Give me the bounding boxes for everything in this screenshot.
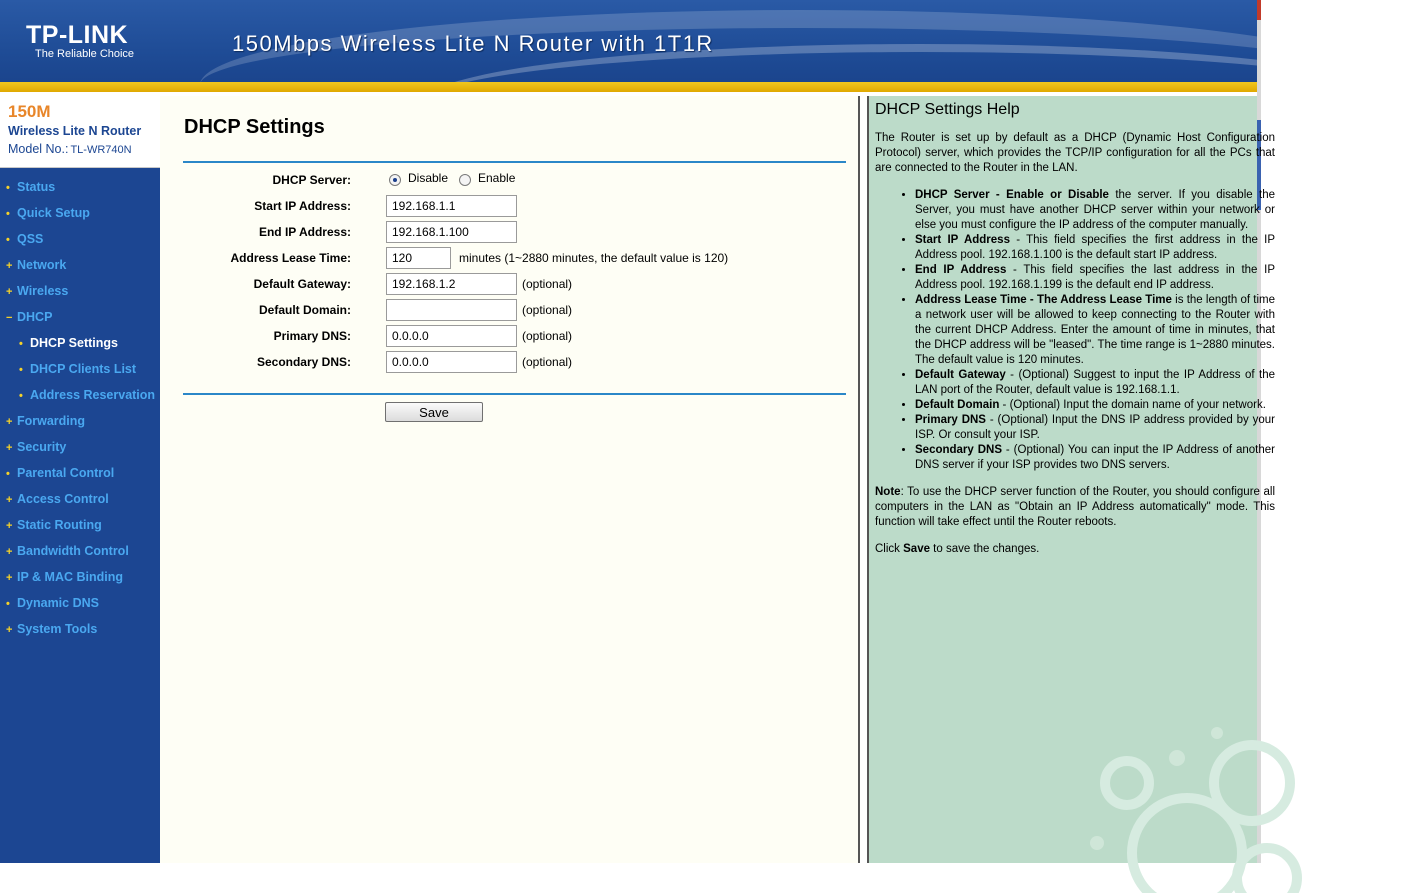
help-content xyxy=(875,102,1275,569)
page-title: DHCP Settings xyxy=(184,116,325,138)
end-ip-row xyxy=(160,221,858,243)
bottom-divider xyxy=(183,393,846,395)
help-text: is the length of time a network user will be allowed to keep connecting to the Router with the current DHCP Address. Enter the amount of time in minutes, that the DHCP address will be "leased". The time range is 1~2880 minutes. The default value is 120 minutes. xyxy=(915,294,1275,366)
sidebar-item-dynamic-dns[interactable] xyxy=(0,590,160,616)
logo-brand: TP-LINK xyxy=(26,21,129,49)
sidebar-item-quick-setup[interactable] xyxy=(0,200,160,226)
lease-time-row xyxy=(160,247,858,269)
sidebar-item-ip-mac-binding[interactable] xyxy=(0,564,160,590)
help-item xyxy=(915,443,1275,473)
bullet-icon: • xyxy=(6,468,10,480)
sidebar-item-network[interactable] xyxy=(0,252,160,278)
primary-dns-row xyxy=(160,325,858,347)
model-number-value: TL-WR740N xyxy=(70,144,132,156)
expand-plus-icon: + xyxy=(6,286,13,298)
help-item xyxy=(915,293,1275,368)
secondary-dns-input[interactable] xyxy=(386,351,517,373)
bullet-icon: • xyxy=(6,234,10,246)
model-info xyxy=(0,96,160,168)
help-term: Default Gateway xyxy=(915,369,1006,381)
bullet-icon: • xyxy=(19,338,23,350)
sidebar-item-address-reservation[interactable] xyxy=(0,382,160,408)
sidebar-item-label: Parental Control xyxy=(17,466,115,480)
help-item xyxy=(915,413,1275,443)
sidebar-item-qss[interactable] xyxy=(0,226,160,252)
expand-plus-icon: + xyxy=(6,416,13,428)
dhcp-enable-label: Enable xyxy=(478,171,516,185)
sidebar-item-label: Static Routing xyxy=(17,518,102,532)
help-note-label: Note xyxy=(875,486,901,498)
help-note-text: : To use the DHCP server function of the Router, you should configure all computers in the LAN as "Obtain an IP Address automatically" mode. This function will take effect until the Router reboots. xyxy=(875,486,1275,528)
help-panel xyxy=(869,96,1276,863)
gateway-row xyxy=(160,273,858,295)
domain-hint: (optional) xyxy=(522,303,573,317)
sidebar xyxy=(0,96,160,863)
help-text: the server. If you disable the Server, you must have another DHCP server within your network or else you must configure the IP address of the computer manually. xyxy=(915,189,1275,231)
top-divider xyxy=(183,161,846,163)
start-ip-input[interactable] xyxy=(386,195,517,217)
help-click-prefix: Click xyxy=(875,543,904,555)
help-click-suffix: to save the changes. xyxy=(929,543,1040,555)
model-number-label: Model No.: xyxy=(8,142,69,156)
help-click-save xyxy=(875,542,1275,557)
sidebar-item-label: QSS xyxy=(17,232,44,246)
primary-dns-hint: (optional) xyxy=(522,329,573,343)
expand-plus-icon: + xyxy=(6,260,13,272)
logo-tagline: The Reliable Choice xyxy=(35,48,135,60)
collapse-minus-icon: − xyxy=(6,312,13,324)
sidebar-item-wireless[interactable] xyxy=(0,278,160,304)
main-content xyxy=(160,96,858,863)
sidebar-item-label: System Tools xyxy=(17,622,98,636)
expand-plus-icon: + xyxy=(6,546,13,558)
gateway-label: Default Gateway: xyxy=(253,277,351,291)
bubble-decoration xyxy=(1067,713,1297,893)
help-text: - (Optional) You can input the IP Address of another DNS server if your ISP provides two DNS servers. xyxy=(915,444,1276,471)
sidebar-item-label: Quick Setup xyxy=(17,206,90,220)
dhcp-enable-radio[interactable] xyxy=(459,174,471,186)
help-text: - (Optional) Suggest to input the IP Address of the LAN port of the Router, default value is 192.168.1.1. xyxy=(915,369,1275,396)
help-text: - This field specifies the last address in the IP Address pool. 192.168.1.199 is the default end IP address. xyxy=(915,264,1275,291)
domain-input[interactable] xyxy=(386,299,517,321)
sidebar-item-label: Bandwidth Control xyxy=(17,544,129,558)
sidebar-item-system-tools[interactable] xyxy=(0,616,160,642)
sidebar-item-label: DHCP xyxy=(17,310,53,324)
model-name: Wireless Lite N Router xyxy=(8,124,142,138)
lease-time-input[interactable] xyxy=(386,247,451,269)
model-speed: 150M xyxy=(8,102,51,121)
primary-dns-input[interactable] xyxy=(386,325,517,347)
header-banner xyxy=(0,0,1257,92)
domain-label: Default Domain: xyxy=(258,303,351,317)
sidebar-item-label: Wireless xyxy=(17,284,69,298)
help-item xyxy=(915,263,1275,293)
sidebar-item-label: Address Reservation xyxy=(30,388,156,402)
secondary-dns-row xyxy=(160,351,858,373)
dhcp-server-row xyxy=(160,169,858,191)
help-text: - This field specifies the first address in the IP Address pool. 192.168.1.100 is the default start IP address. xyxy=(915,234,1275,261)
expand-plus-icon: + xyxy=(6,520,13,532)
sidebar-item-access-control[interactable] xyxy=(0,486,160,512)
start-ip-row xyxy=(160,195,858,217)
help-item xyxy=(915,368,1275,398)
help-item xyxy=(915,398,1275,413)
expand-plus-icon: + xyxy=(6,442,13,454)
help-term: Address Lease Time - The Address Lease Time xyxy=(915,294,1172,306)
primary-dns-label: Primary DNS: xyxy=(273,329,351,343)
bullet-icon: • xyxy=(19,390,23,402)
secondary-dns-hint: (optional) xyxy=(522,355,573,369)
sidebar-item-label: Network xyxy=(17,258,67,272)
help-list xyxy=(915,188,1275,473)
expand-plus-icon: + xyxy=(6,572,13,584)
domain-row xyxy=(160,299,858,321)
expand-plus-icon: + xyxy=(6,494,13,506)
dhcp-disable-radio[interactable] xyxy=(389,174,401,186)
lease-time-hint: minutes (1~2880 minutes, the default value is 120) xyxy=(459,251,729,265)
product-title: 150Mbps Wireless Lite N Router with 1T1R xyxy=(232,31,714,56)
help-text: - (Optional) Input the DNS IP address provided by your ISP. Or consult your ISP. xyxy=(915,414,1275,441)
help-term: Primary DNS xyxy=(915,414,986,426)
sidebar-item-dhcp-clients-list[interactable] xyxy=(0,356,160,382)
help-term: Secondary DNS xyxy=(915,444,1003,456)
bullet-icon: • xyxy=(6,182,10,194)
dhcp-disable-label: Disable xyxy=(408,171,449,185)
sidebar-item-status[interactable] xyxy=(0,174,160,200)
sidebar-item-parental-control[interactable] xyxy=(0,460,160,486)
lease-time-label: Address Lease Time: xyxy=(230,251,351,265)
sidebar-item-forwarding[interactable] xyxy=(0,408,160,434)
expand-plus-icon: + xyxy=(6,624,13,636)
help-note xyxy=(875,485,1275,530)
dhcp-server-label: DHCP Server: xyxy=(272,173,351,187)
sidebar-item-label: DHCP Settings xyxy=(30,336,118,350)
help-text: - (Optional) Input the domain name of your network. xyxy=(999,399,1266,411)
model-number xyxy=(8,140,160,159)
sidebar-item-label: Dynamic DNS xyxy=(17,596,99,610)
secondary-dns-label: Secondary DNS: xyxy=(256,355,351,369)
help-term: End IP Address xyxy=(915,264,1007,276)
save-button[interactable]: Save xyxy=(385,402,483,422)
sidebar-item-label: Access Control xyxy=(17,492,109,506)
help-click-bold: Save xyxy=(903,543,930,555)
sidebar-item-dhcp-settings[interactable] xyxy=(0,330,160,356)
help-term: Default Domain xyxy=(915,399,1000,411)
sidebar-item-label: DHCP Clients List xyxy=(30,362,137,376)
bullet-icon: • xyxy=(19,364,23,376)
end-ip-label: End IP Address: xyxy=(258,225,351,239)
gateway-hint: (optional) xyxy=(522,277,573,291)
sidebar-item-static-routing[interactable] xyxy=(0,512,160,538)
help-title: DHCP Settings Help xyxy=(875,101,1020,118)
start-ip-label: Start IP Address: xyxy=(254,199,351,213)
bullet-icon: • xyxy=(6,598,10,610)
sidebar-item-label: Security xyxy=(17,440,67,454)
bullet-icon: • xyxy=(6,208,10,220)
help-term: Start IP Address xyxy=(915,234,1010,246)
sidebar-item-dhcp[interactable] xyxy=(0,304,160,330)
sidebar-item-label: Forwarding xyxy=(17,414,86,428)
banner-stripe xyxy=(0,82,1257,92)
help-item xyxy=(915,188,1275,233)
help-item xyxy=(915,233,1275,263)
end-ip-input[interactable] xyxy=(386,221,517,243)
help-term: DHCP Server - Enable or Disable xyxy=(915,189,1109,201)
help-intro: The Router is set up by default as a DHCP (Dynamic Host Configuration Protocol) server, which provides the TCP/IP configuration for all the PCs that are connected to the Router in the LAN. xyxy=(875,132,1275,174)
frame-divider[interactable] xyxy=(858,96,869,863)
sidebar-item-security[interactable] xyxy=(0,434,160,460)
sidebar-menu xyxy=(0,168,160,642)
sidebar-item-bandwidth-control[interactable] xyxy=(0,538,160,564)
sidebar-item-label: IP & MAC Binding xyxy=(17,570,124,584)
sidebar-item-label: Status xyxy=(17,180,56,194)
gateway-input[interactable] xyxy=(386,273,517,295)
tplink-logo xyxy=(26,22,134,60)
